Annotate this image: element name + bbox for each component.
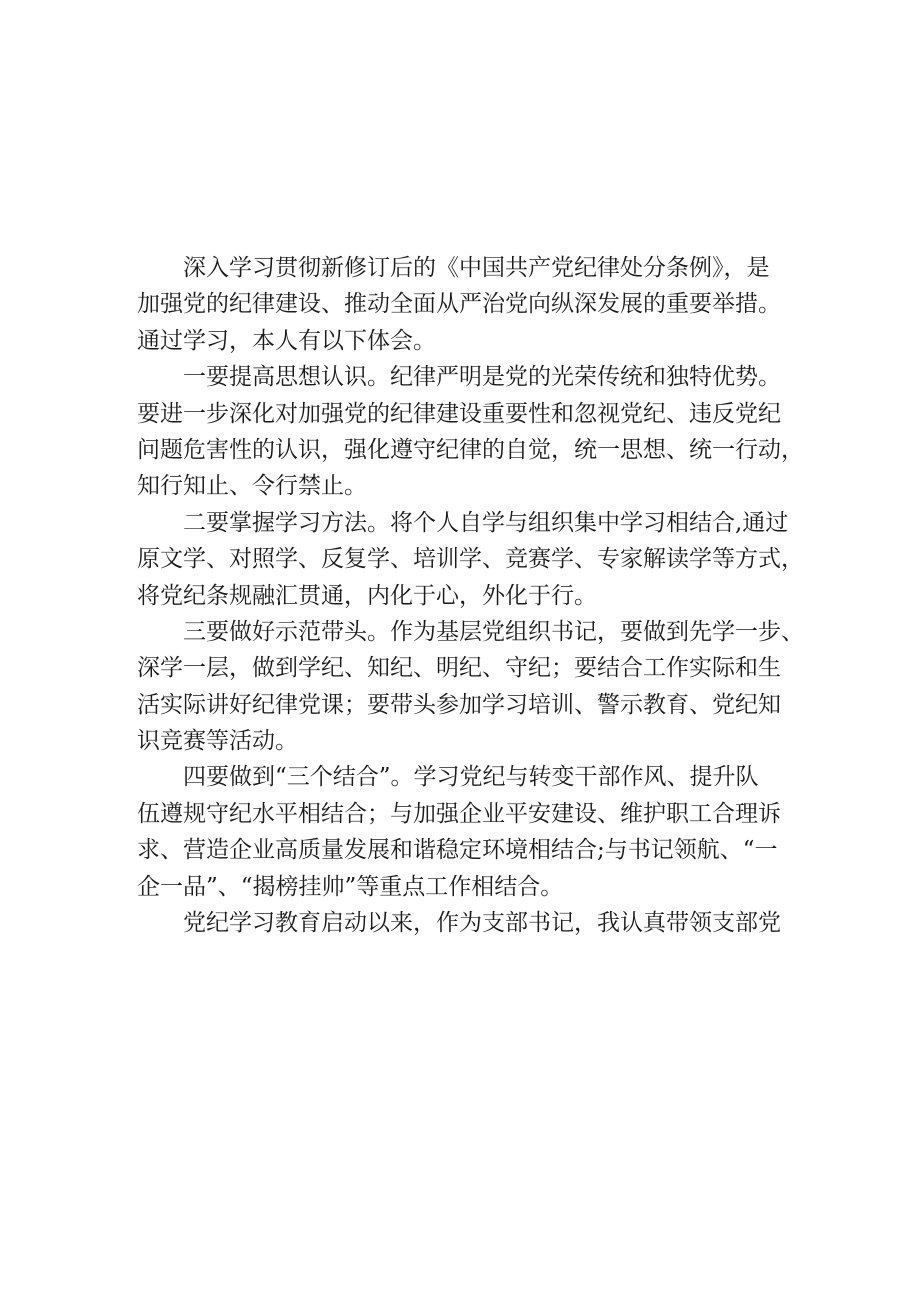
text-line: 原文学、对照学、反复学、培训学、竞赛学、专家解读学等方式， [137, 546, 804, 573]
text-line: 要进一步深化对加强党的纪律建设重要性和忽视党纪、违反党纪 [137, 400, 781, 427]
text-line: 通过学习，本人有以下体会。 [137, 327, 436, 354]
text-line: 求、营造企业高质量发展和谐稳定环境相结合;与书记领航、“一 [137, 837, 778, 864]
paragraph-5 [137, 759, 797, 905]
text-line: 三要做好示范带头。作为基层党组织书记，要做到先学一步、 [183, 618, 804, 645]
text-line: 知行知止、令行禁止。 [137, 473, 367, 500]
text-line: 企一品”、“揭榜挂帅”等重点工作相结合。 [137, 873, 564, 900]
text-line: 识竞赛等活动。 [137, 728, 298, 755]
text-line: 加强党的纪律建设、推动全面从严治党向纵深发展的重要举措。 [137, 291, 781, 318]
text-line: 伍遵规守纪水平相结合；与加强企业平安建设、维护职工合理诉 [137, 800, 781, 827]
text-line: 深学一层，做到学纪、知纪、明纪、守纪；要结合工作实际和生 [137, 655, 781, 682]
paragraph-3 [137, 505, 804, 614]
paragraph-2 [137, 359, 804, 505]
text-line: 问题危害性的认识，强化遵守纪律的自觉，统一思想、统一行动， [137, 436, 804, 463]
text-line: 深入学习贯彻新修订后的《中国共产党纪律处分条例》，是 [183, 255, 770, 281]
text-line: 一要提高思想认识。纪律严明是党的光荣传统和独特优势。 [183, 364, 781, 391]
text-line: 活实际讲好纪律党课；要带头参加学习培训、警示教育、党纪知 [137, 691, 781, 718]
document-body [137, 250, 804, 941]
text-line: 二要掌握学习方法。将个人自学与组织集中学习相结合,通过 [183, 509, 789, 536]
text-line: 四要做到“三个结合”。学习党纪与转变干部作风、提升队 [183, 764, 759, 791]
text-line: 党纪学习教育启动以来，作为支部书记，我认真带领支部党 [183, 910, 781, 937]
paragraph-6 [137, 905, 797, 941]
text-line: 将党纪条规融汇贯通，内化于心，外化于行。 [137, 582, 597, 609]
paragraph-4 [137, 614, 804, 760]
paragraph-1 [137, 250, 797, 359]
